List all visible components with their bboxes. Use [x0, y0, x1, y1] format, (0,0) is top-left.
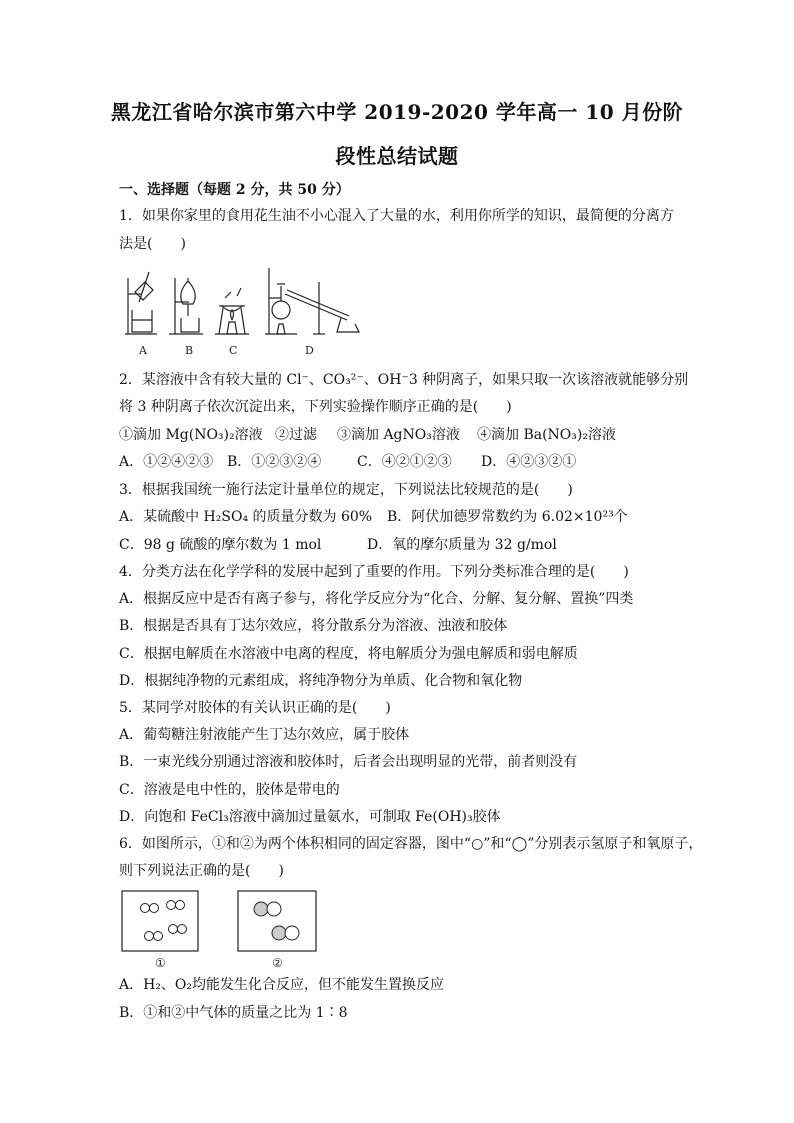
q2-op-3: ③滴加 AgNO₃溶液	[337, 427, 460, 443]
q1-stem-line-2: 法是( )	[119, 236, 186, 252]
section-heading: 一、选择题（每题 2 分，共 50 分）	[119, 182, 350, 198]
q2-option-d: D．④②③②①	[481, 454, 577, 470]
q3-option-a: A．某硫酸中 H₂SO₄ 的质量分数为 60%	[119, 509, 373, 525]
q3-option-c: C．98 g 硫酸的摩尔数为 1 mol	[119, 537, 322, 553]
q6-stem-line-1: 6．如图所示，①和②为两个体积相同的固定容器，图中“○”和“◯”分别表示氢原子和氧原子，	[119, 836, 703, 852]
title-line-1: 黑龙江省哈尔滨市第六中学 2019-2020 学年高一 10 月份阶	[110, 100, 684, 124]
container-2-molecules	[254, 902, 299, 940]
apparatus-a	[125, 272, 157, 334]
q1-stem-line-1: 1．如果你家里的食用花生油不小心混入了大量的水，利用你所学的知识，最简便的分离方	[119, 208, 674, 224]
apparatus-c	[215, 288, 249, 334]
q3-option-b: B．阿伏加德罗常数约为 6.02×10²³个	[387, 509, 628, 525]
apparatus-label-b: B	[185, 344, 194, 357]
container-2	[238, 891, 316, 951]
q2-op-4: ④滴加 Ba(NO₃)₂溶液	[477, 427, 616, 443]
q3-options-row-1	[119, 507, 679, 527]
container-1-molecules	[141, 901, 187, 941]
q2-stem-line-2: 将 3 种阴离子依次沉淀出来，下列实验操作顺序正确的是( )	[119, 399, 512, 415]
apparatus-label-d: D	[305, 344, 314, 357]
q4-option-a: A．根据反应中是否有离子参与，将化学反应分为“化合、分解、复分解、置换”四类	[119, 591, 634, 607]
q2-option-a: A．①②④②③	[119, 454, 214, 470]
q6-stem-line-2: 则下列说法正确的是( )	[119, 863, 284, 879]
apparatus-d	[265, 268, 359, 334]
container-label-2: ②	[272, 956, 283, 970]
q2-op-2: ②过滤	[275, 427, 317, 443]
q6-option-b: B．①和②中气体的质量之比为 1∶8	[119, 1005, 348, 1021]
q2-op-1: ①滴加 Mg(NO₃)₂溶液	[119, 427, 263, 443]
q5-stem: 5．某同学对胶体的有关认识正确的是( )	[119, 700, 391, 716]
q5-option-a: A．葡萄糖注射液能产生丁达尔效应，属于胶体	[119, 727, 410, 743]
q6-option-a: A．H₂、O₂均能发生化合反应，但不能发生置换反应	[119, 977, 445, 993]
q4-option-d: D．根据纯净物的元素组成，将纯净物分为单质、化合物和氧化物	[119, 673, 523, 689]
q1-apparatus-figure	[119, 262, 369, 362]
apparatus-label-a: A	[139, 344, 147, 357]
title-line-2: 段性总结试题	[335, 144, 459, 168]
q5-option-b: B．一束光线分别通过溶液和胶体时，后者会出现明显的光带，前者则没有	[119, 754, 578, 770]
q3-stem: 3．根据我国统一施行法定计量单位的规定，下列说法比较规范的是( )	[119, 482, 573, 498]
q4-option-c: C．根据电解质在水溶液中电离的程度，将电解质分为强电解质和弱电解质	[119, 646, 578, 662]
q2-operations	[119, 425, 679, 445]
q3-options-row-2	[119, 535, 679, 555]
q2-option-c: C．④②①②③	[357, 454, 452, 470]
q2-stem-line-1: 2．某溶液中含有较大量的 Cl⁻、CO₃²⁻、OH⁻3 种阴离子，如果只取一次该溶液就能够分别	[119, 372, 689, 388]
q6-container-figure	[119, 888, 329, 970]
q4-option-b: B．根据是否具有丁达尔效应，将分散系分为溶液、浊液和胶体	[119, 618, 508, 634]
q5-option-d: D．向饱和 FeCl₃溶液中滴加过量氨水，可制取 Fe(OH)₃胶体	[119, 809, 501, 825]
q4-stem: 4．分类方法在化学学科的发展中起到了重要的作用。下列分类标准合理的是( )	[119, 564, 629, 580]
q2-option-b: B．①②③②④	[227, 454, 322, 470]
apparatus-b	[169, 278, 203, 334]
q3-option-d: D．氧的摩尔质量为 32 g/mol	[367, 537, 557, 553]
q5-option-c: C．溶液是电中性的，胶体是带电的	[119, 782, 340, 798]
container-label-1: ①	[155, 956, 166, 970]
apparatus-label-c: C	[229, 344, 238, 357]
container-1	[122, 891, 198, 951]
q2-options	[119, 452, 679, 472]
